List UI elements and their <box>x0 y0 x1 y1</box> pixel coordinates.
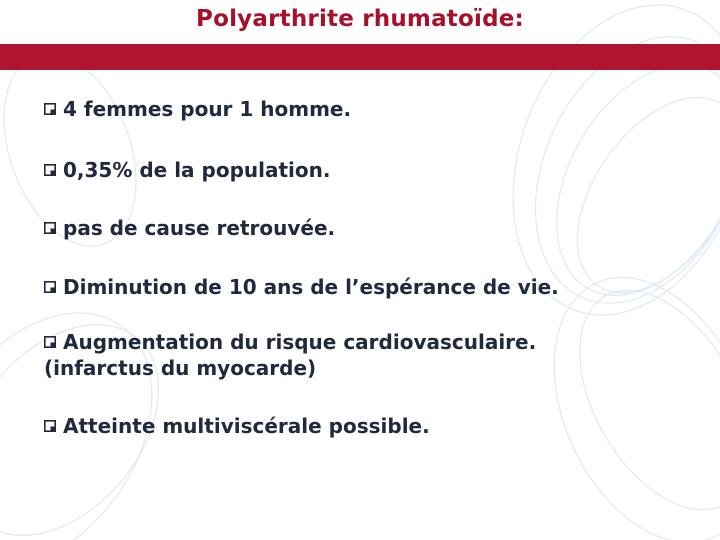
checkbox-square-icon <box>44 214 56 226</box>
bullet-text: 4 femmes pour 1 homme. <box>63 97 352 121</box>
bullet-text: 0,35% de la population. <box>63 158 331 182</box>
checkbox-square-icon <box>44 95 56 107</box>
bullet-text: Diminution de 10 ans de l’espérance de vie. <box>63 275 559 299</box>
bullet-item <box>44 328 704 381</box>
bullet-item <box>44 412 704 439</box>
checkbox-square-icon <box>44 273 56 285</box>
bullet-text: Atteinte multiviscérale possible. <box>63 414 430 438</box>
checkbox-square-icon <box>44 328 56 340</box>
bullet-text: Augmentation du risque cardiovasculaire. <box>63 330 537 354</box>
bullet-item <box>44 95 704 122</box>
slide-title: Polyarthrite rhumatoïde: <box>196 6 524 32</box>
bullet-item <box>44 273 704 300</box>
bullet-continuation-text: (infarctus du myocarde) <box>44 356 317 380</box>
bullet-item <box>44 214 704 241</box>
checkbox-square-icon <box>44 412 56 424</box>
title-accent-bar <box>0 44 720 70</box>
checkbox-square-icon <box>44 156 56 168</box>
bullet-text: pas de cause retrouvée. <box>63 216 336 240</box>
bullet-item <box>44 156 704 183</box>
